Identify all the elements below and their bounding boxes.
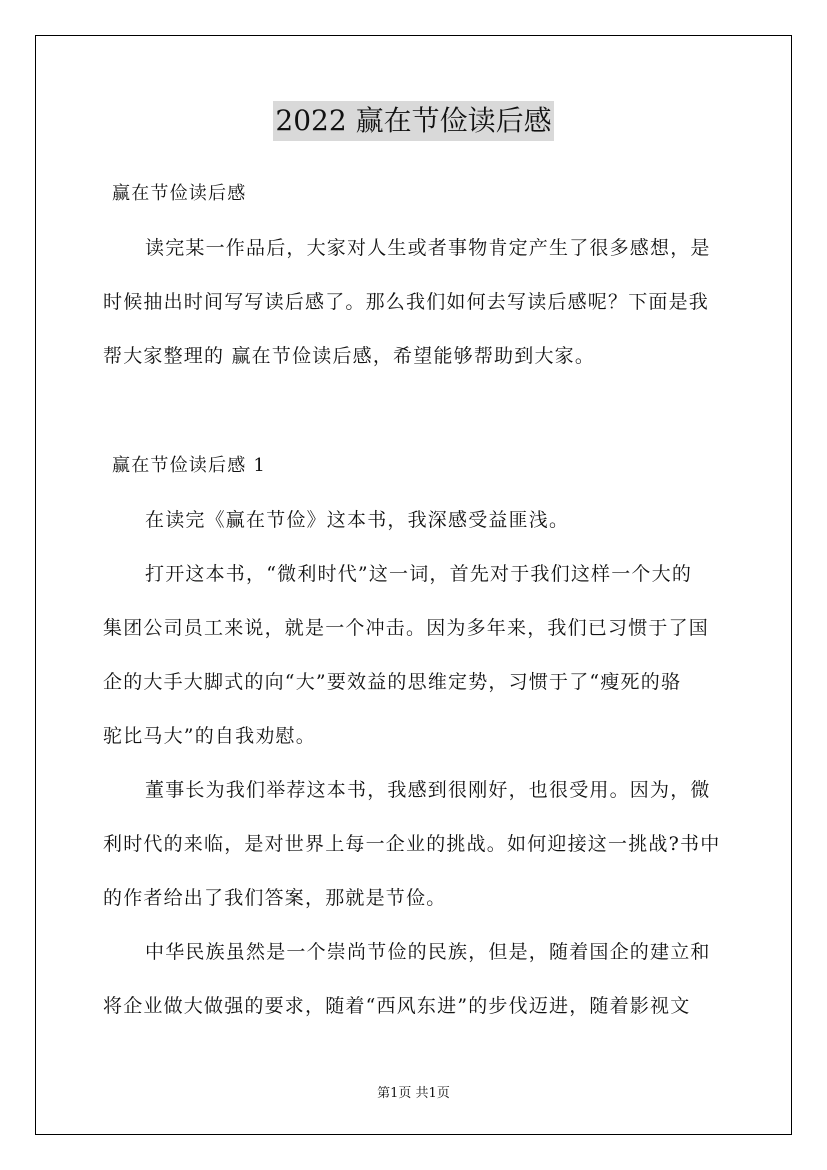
- intro-line: 帮大家整理的 赢在节俭读后感，希望能够帮助到大家。: [103, 345, 596, 367]
- body-line: 企的大手大脚式的向“大”要效益的思维定势，习惯于了“瘦死的骆: [103, 671, 682, 693]
- page-footer: 第1页 共1页: [377, 1086, 450, 1101]
- body-line: 中华民族虽然是一个崇尚节俭的民族，但是，随着国企的建立和: [145, 941, 711, 963]
- body-line: 集团公司员工来说，就是一个冲击。因为多年来，我们已习惯于了国: [103, 617, 710, 639]
- body-line: 董事长为我们举荐这本书，我感到很刚好，也很受用。因为，微: [145, 779, 711, 801]
- body-line: 利时代的来临，是对世界上每一企业的挑战。如何迎接这一挑战?书中: [103, 833, 721, 855]
- body-line: 打开这本书，“微利时代”这一词，首先对于我们这样一个大的: [145, 563, 693, 585]
- title-container: [0, 101, 827, 141]
- intro-line: 时候抽出时间写写读后感了。那么我们如何去写读后感呢？下面是我: [103, 291, 710, 313]
- body-line: 的作者给出了我们答案，那就是节俭。: [103, 887, 447, 909]
- body-line: 驼比马大”的自我劝慰。: [103, 725, 316, 747]
- document-title: 2022 赢在节俭读后感: [273, 101, 553, 141]
- intro-line: 读完某一作品后，大家对人生或者事物肯定产生了很多感想，是: [145, 237, 711, 259]
- body-line: 在读完《赢在节俭》这本书，我深感受益匪浅。: [145, 509, 570, 531]
- body-line: 将企业做大做强的要求，随着“西风东进”的步伐迈进，随着影视文: [103, 995, 691, 1017]
- section-heading: 赢在节俭读后感 1: [112, 455, 266, 476]
- subtitle: 赢在节俭读后感: [112, 183, 247, 204]
